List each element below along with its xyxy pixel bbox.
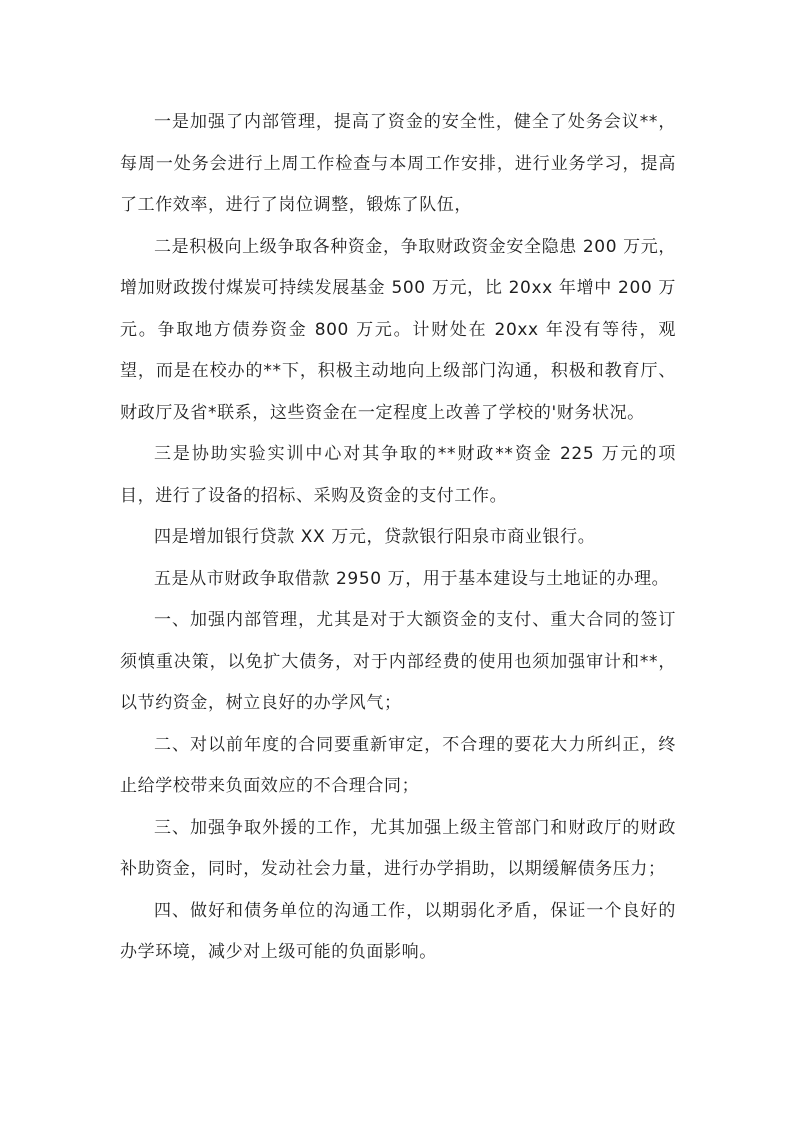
- paragraph-7: 二、对以前年度的合同要重新审定，不合理的要花大力所纠正，终止给学校带来负面效应的不合理合同；: [120, 734, 676, 796]
- paragraph-1: 一是加强了内部管理，提高了资金的安全性，健全了处务会议**，每周一处务会进行上周工作检查与本周工作安排，进行业务学习，提高了工作效率，进行了岗位调整，锻炼了队伍，: [120, 112, 676, 215]
- paragraph-4: 四是增加银行贷款 XX 万元，贷款银行阳泉市商业银行。: [154, 527, 596, 547]
- paragraph-3: 三是协助实验实训中心对其争取的**财政**资金 225 万元的项目，进行了设备的招标、采购及资金的支付工作。: [120, 444, 676, 506]
- document-body: [120, 102, 676, 974]
- paragraph-8: 三、加强争取外援的工作，尤其加强上级主管部门和财政厅的财政补助资金，同时，发动社会力量，进行办学捐助，以期缓解债务压力；: [120, 817, 676, 879]
- paragraph-2: 二是积极向上级争取各种资金，争取财政资金安全隐患 200 万元，增加财政拨付煤炭可持续发展基金 500 万元，比 20xx 年增中 200 万元。争取地方债券资金 800 万元。计财处在 20xx 年没有等待，观望，而是在校办的**下，积极主动地向上级部门沟通，积极和教育厅、财政厅及省*联系，这些资金在一定程度上改善了学校的'财务状况。: [120, 236, 676, 423]
- paragraph-5: 五是从市财政争取借款 2950 万，用于基本建设与土地证的办理。: [154, 568, 670, 589]
- paragraph-6: 一、加强内部管理，尤其是对于大额资金的支付、重大合同的签订须慎重决策，以免扩大债务，对于内部经费的使用也须加强审计和**，以节约资金，树立良好的办学风气；: [120, 610, 676, 713]
- paragraph-9: 四、做好和债务单位的沟通工作，以期弱化矛盾，保证一个良好的办学环境，减少对上级可能的负面影响。: [120, 900, 676, 962]
